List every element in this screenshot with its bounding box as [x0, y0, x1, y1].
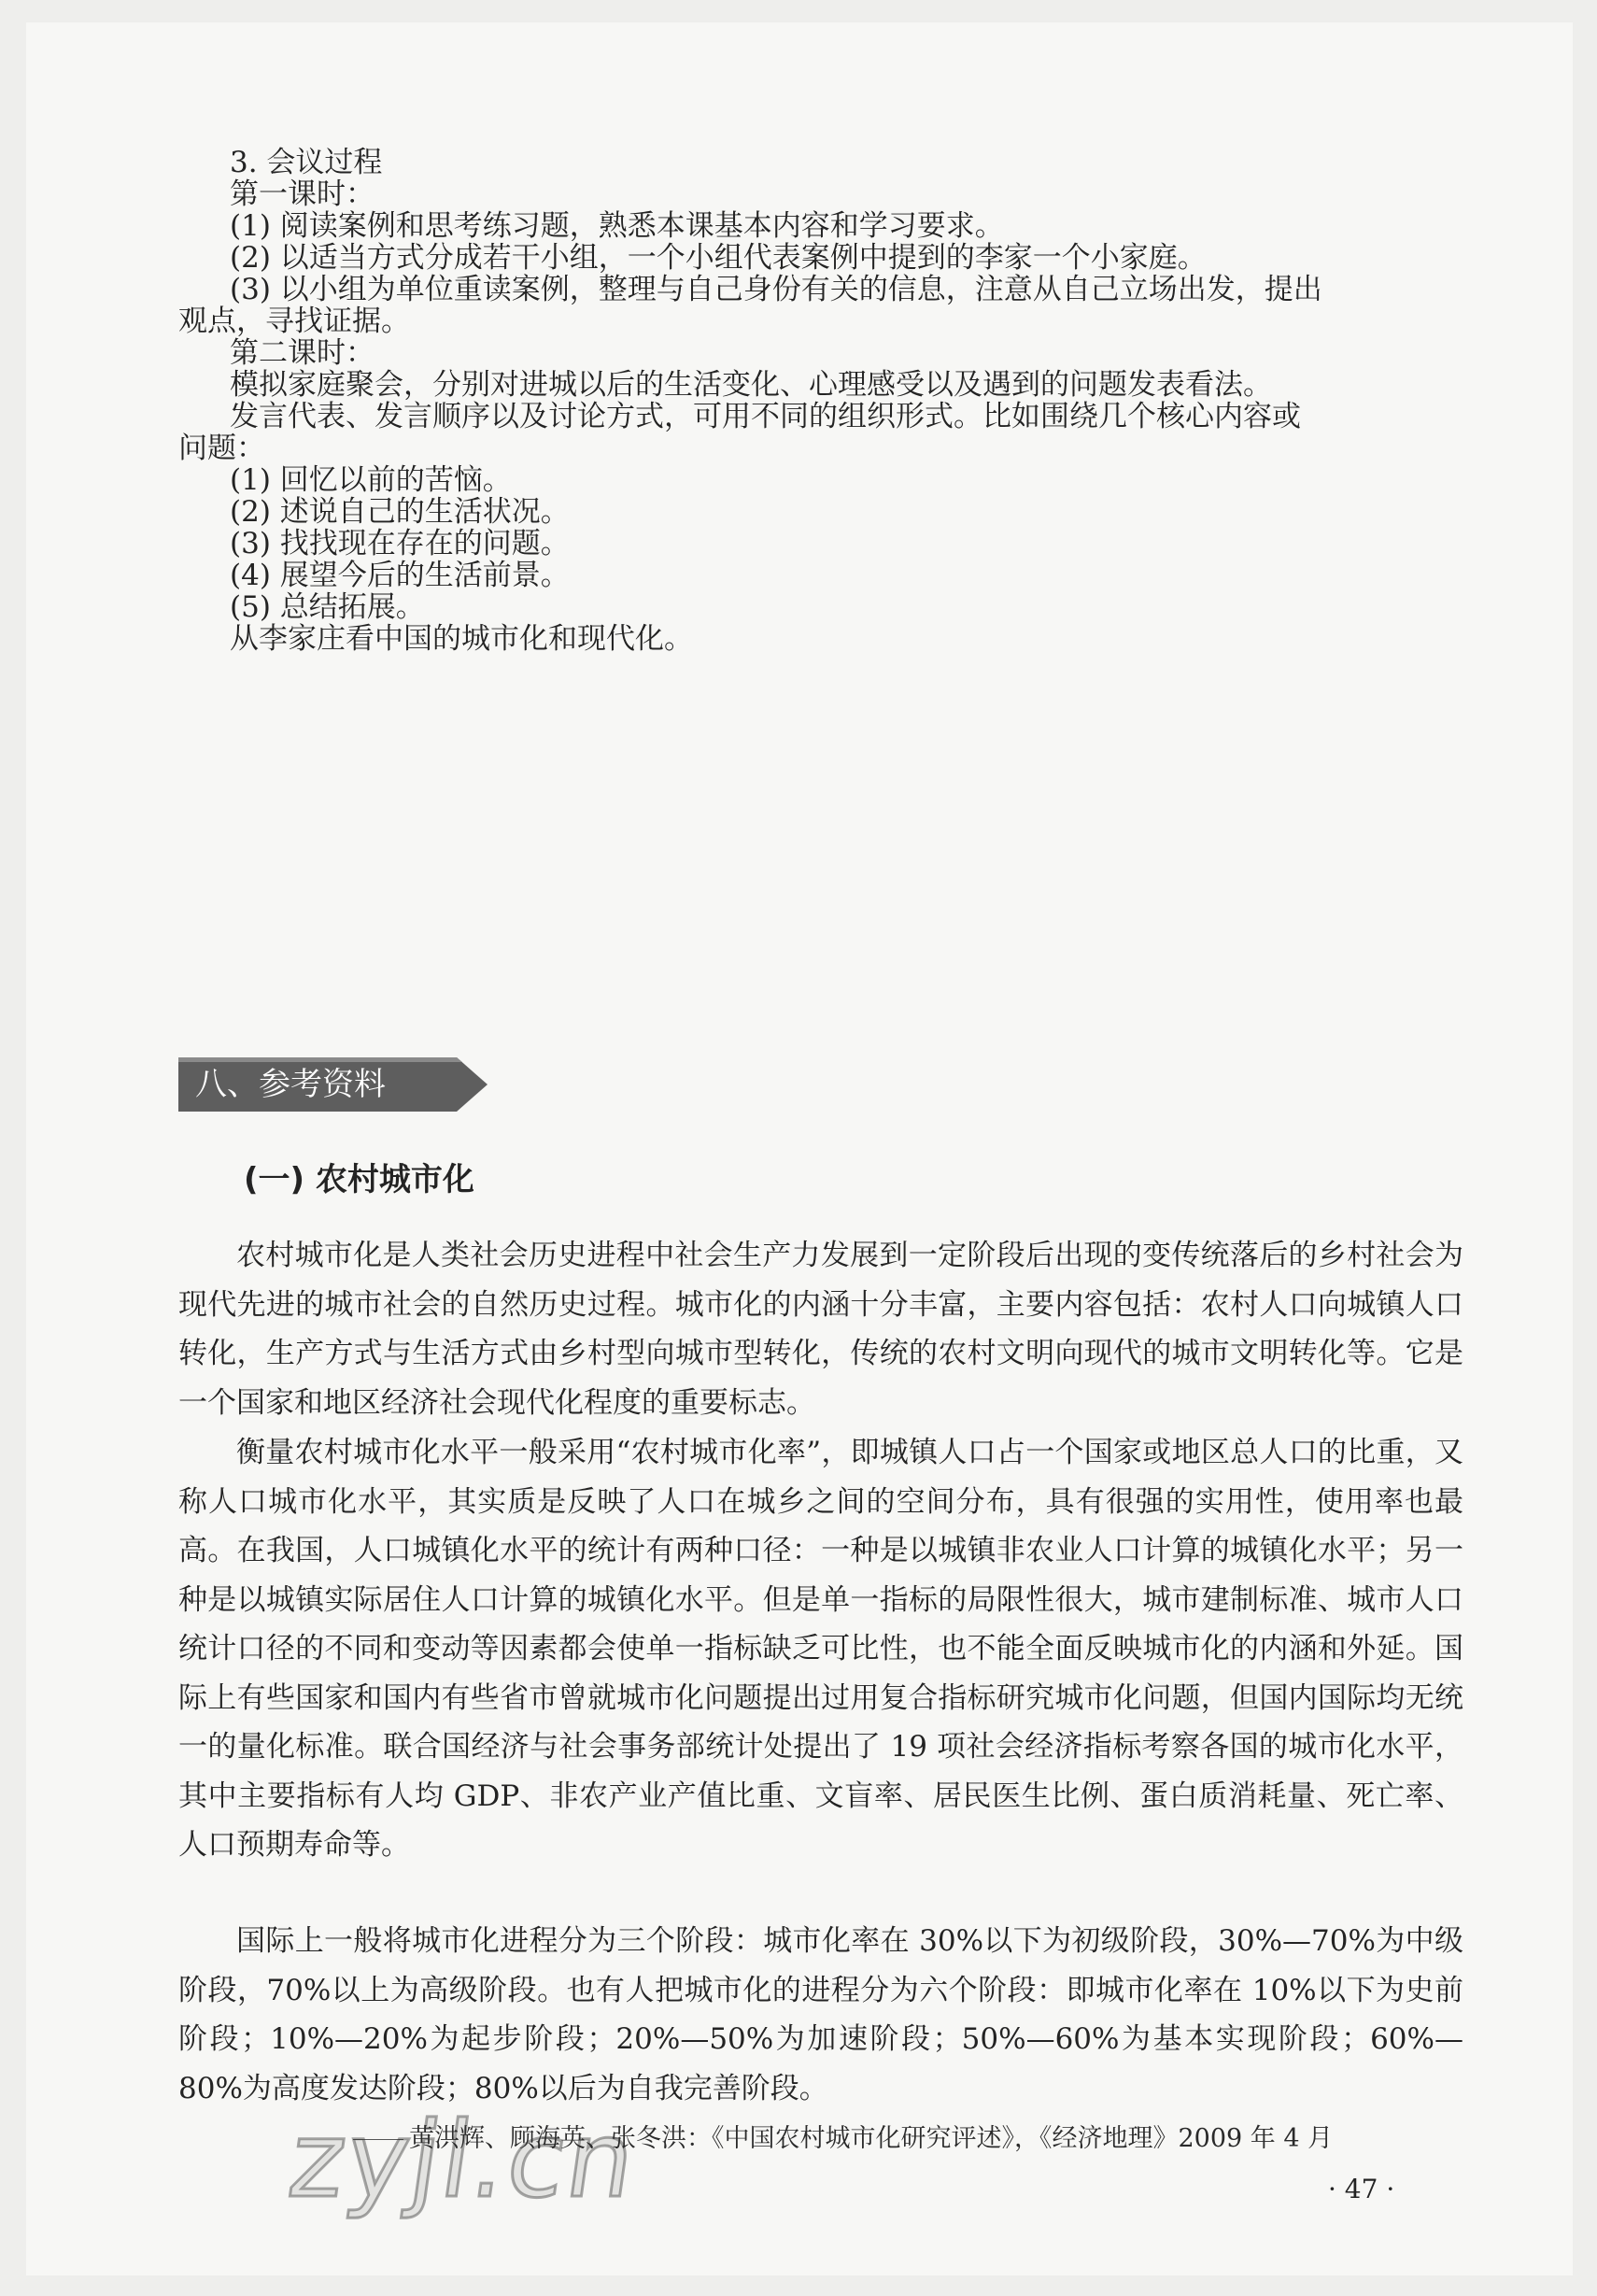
discussion-topic: (3) 找找现在存在的问题。: [230, 527, 570, 560]
period-1-step: (3) 以小组为单位重读案例，整理与自己身份有关的信息，注意从自己立场出发，提出: [230, 273, 1322, 306]
period-1-label: 第一课时：: [230, 177, 375, 211]
section-banner: [178, 1057, 488, 1112]
period-2-intro: 模拟家庭聚会，分别对进城以后的生活变化、心理感受以及遇到的问题发表看法。: [230, 368, 1272, 402]
period-2-format-continued: 问题：: [178, 432, 265, 465]
document-page: [26, 22, 1573, 2275]
period-1-step: (1) 阅读案例和思考练习题，熟悉本课基本内容和学习要求。: [230, 209, 1004, 243]
period-2-format: 发言代表、发言顺序以及讨论方式，可用不同的组织形式。比如围绕几个核心内容或: [230, 400, 1301, 433]
period-2-closing: 从李家庄看中国的城市化和现代化。: [230, 622, 693, 656]
body-paragraph: 衡量农村城市化水平一般采用“农村城市化率”，即城镇人口占一个国家或地区总人口的比重，又称人口城市化水平，其实质是反映了人口在城乡之间的空间分布，具有很强的实用性，使用率也最高。在我国，人口城镇化水平的统计有两种口径：一种是以城镇非农业人口计算的城镇化水平；另一种是以城镇实际居住人口计算的城镇化水平。但是单一指标的局限性很大，城市建制标准、城市人口统计口径的不同和变动等因素都会使单一指标缺乏可比性，也不能全面反映城市化的内涵和外延。国际上有些国家和国内有些省市曾就城市化问题提出过用复合指标研究城市化问题，但国内国际均无统一的量化标准。联合国经济与社会事务部统计处提出了 19 项社会经济指标考察各国的城市化水平，其中主要指标有人均 GDP、非农产业产值比重、文盲率、居民医生比例、蛋白质消耗量、死亡率、人口预期寿命等。: [178, 1436, 1463, 1862]
page-number: · 47 ·: [1328, 2174, 1395, 2204]
period-2-label: 第二课时：: [230, 336, 375, 370]
body-paragraph: 国际上一般将城市化进程分为三个阶段：城市化率在 30%以下为初级阶段，30%—70%为中级阶段，70%以上为高级阶段。也有人把城市化的进程分为六个阶段：即城市化率在 10%以下为史前阶段；10%—20%为起步阶段；20%—50%为加速阶段；50%—60%为基本实现阶段；60%—80%为高度发达阶段；80%以后为自我完善阶段。: [178, 1924, 1463, 2105]
watermark: zyjl.cn: [281, 2100, 644, 2221]
discussion-topic: (2) 述说自己的生活状况。: [230, 495, 570, 529]
period-1-step-continued: 观点，寻找证据。: [178, 305, 410, 338]
section-subheading: (一) 农村城市化: [244, 1161, 474, 1198]
meeting-process-heading: 3. 会议过程: [230, 146, 383, 179]
body-paragraph: 农村城市化是人类社会历史进程中社会生产力发展到一定阶段后出现的变传统落后的乡村社会为现代先进的城市社会的自然历史过程。城市化的内涵十分丰富，主要内容包括：农村人口向城镇人口转化，生产方式与生活方式由乡村型向城市型转化，传统的农村文明向现代的城市文明转化等。它是一个国家和地区经济社会现代化程度的重要标志。: [178, 1239, 1463, 1420]
discussion-topic: (1) 回忆以前的苦恼。: [230, 463, 512, 497]
discussion-topic: (5) 总结拓展。: [230, 590, 425, 624]
source-citation: 黄洪辉、顾海英、张冬洪：《中国农村城市化研究评述》，《经济地理》2009 年 4 月: [409, 2124, 1334, 2153]
discussion-topic: (4) 展望今后的生活前景。: [230, 559, 570, 592]
section-banner-title: 八、参考资料: [195, 1066, 386, 1103]
period-1-step: (2) 以适当方式分成若干小组，一个小组代表案例中提到的李家一个小家庭。: [230, 241, 1207, 275]
